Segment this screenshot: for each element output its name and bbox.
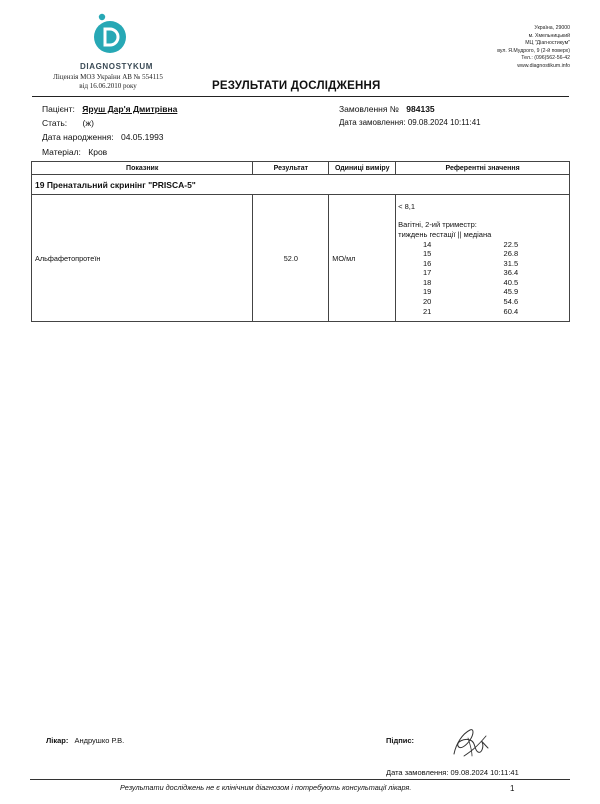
- column-header-reference: Референтні значення: [396, 162, 570, 175]
- gestation-week: 18: [422, 277, 432, 287]
- column-header-unit: Одиниці виміру: [329, 162, 396, 175]
- gestation-week: 21: [422, 306, 432, 316]
- median-value: 40.5: [503, 277, 519, 287]
- doctor-field: [46, 736, 124, 745]
- disclaimer: Результати досліджень не є клінічним діагнозом і потребують консультації лікаря.: [120, 783, 412, 792]
- unit-value: МО/мл: [329, 195, 396, 322]
- patient-sex-label: Стать:: [42, 118, 68, 128]
- gestation-week: 16: [422, 258, 432, 268]
- signature-mark: [448, 726, 492, 760]
- gestation-week: 19: [422, 287, 432, 297]
- median-value: 36.4: [503, 268, 519, 278]
- median-value: 26.8: [503, 249, 519, 259]
- order-date-field: [339, 118, 481, 127]
- median-value: 54.6: [503, 297, 519, 307]
- address-line: Україна, 29000: [534, 25, 570, 31]
- reference-row: [398, 278, 518, 288]
- patient-dob: 04.05.1993: [120, 132, 164, 142]
- order-number: 984135: [406, 104, 435, 114]
- section-title: 19 Пренатальний скринінг "PRISCA-5": [32, 175, 570, 195]
- reference-row: [398, 268, 518, 278]
- gestation-week: 20: [422, 297, 432, 307]
- result-value: 52.0: [253, 195, 329, 322]
- patient-name-label: Пацієнт:: [42, 104, 75, 114]
- patient-name-field: [42, 104, 177, 114]
- results-table: [31, 161, 570, 322]
- page-number: 1: [510, 784, 515, 793]
- section-row: [32, 175, 570, 195]
- address-line: МЦ "Діагностикум": [525, 40, 570, 47]
- doctor-name: Андрушко Р.В.: [74, 736, 125, 745]
- reference-row: [398, 249, 518, 259]
- reference-subtitle: Вагітні, 2-ий триместр:: [398, 220, 477, 230]
- reference-row: [398, 287, 518, 297]
- material-field: [42, 147, 107, 157]
- material-label: Матеріал:: [42, 147, 81, 157]
- license-info: [38, 73, 178, 91]
- footer-order-date: [386, 768, 519, 777]
- order-date: 09.08.2024 10:11:41: [407, 118, 481, 127]
- median-value: 22.5: [503, 239, 519, 249]
- order-number-label: Замовлення №: [339, 104, 399, 114]
- reference-row: [398, 240, 518, 250]
- material: Кров: [88, 147, 108, 157]
- order-date-label: Дата замовлення:: [339, 118, 406, 127]
- median-value: 45.9: [503, 287, 519, 297]
- table-header-row: [32, 162, 570, 175]
- gestation-week: 15: [422, 249, 432, 259]
- brand-name: DIAGNOSTYKUM: [80, 62, 153, 71]
- logo-drop-icon: [88, 12, 132, 56]
- reference-row: [398, 307, 518, 317]
- column-header-result: Результат: [253, 162, 329, 175]
- license-line: Ліцензія МОЗ України АВ № 554115: [53, 73, 163, 81]
- median-value: 31.5: [503, 258, 519, 268]
- address-line: Тел.: (096)562-56-42: [521, 55, 570, 62]
- gestation-week: 17: [422, 268, 432, 278]
- footer-date-label: Дата замовлення:: [386, 768, 449, 777]
- patient-name: Яруш Дар'я Дмитрівна: [82, 104, 178, 114]
- license-date: від 16.06.2010 року: [79, 82, 137, 90]
- patient-sex-field: [42, 118, 94, 128]
- order-number-field: [339, 104, 435, 114]
- indicator-name: Альфафетопротеїн: [32, 195, 253, 322]
- median-value: 60.4: [503, 306, 519, 316]
- brand-logo: [74, 12, 158, 72]
- footer-date-value: 09.08.2024 10:11:41: [450, 768, 519, 777]
- reference-columns: тиждень гестації || медіана: [398, 229, 492, 239]
- reference-values: [396, 195, 570, 322]
- patient-dob-label: Дата народження:: [42, 132, 114, 142]
- address-line: м. Хмельницький: [528, 32, 570, 39]
- title-divider: [32, 96, 569, 97]
- reference-row: [398, 297, 518, 307]
- reference-row: [398, 259, 518, 269]
- signature-label: Підпис:: [386, 736, 415, 745]
- column-header-indicator: Показник: [32, 162, 253, 175]
- patient-sex: (ж): [82, 118, 94, 128]
- page-title: РЕЗУЛЬТАТИ ДОСЛІДЖЕННЯ: [212, 80, 381, 92]
- address-line: вул. Я.Мудрого, 9 (2-й поверх): [497, 47, 570, 54]
- table-row: [32, 195, 570, 322]
- reference-limit: < 8,1: [398, 201, 416, 211]
- patient-dob-field: [42, 132, 164, 142]
- footer-divider: [30, 779, 570, 780]
- clinic-address: [420, 25, 570, 71]
- gestation-week: 14: [422, 239, 432, 249]
- doctor-label: Лікар:: [46, 736, 69, 745]
- address-line: www.diagnostikum.info: [517, 62, 570, 69]
